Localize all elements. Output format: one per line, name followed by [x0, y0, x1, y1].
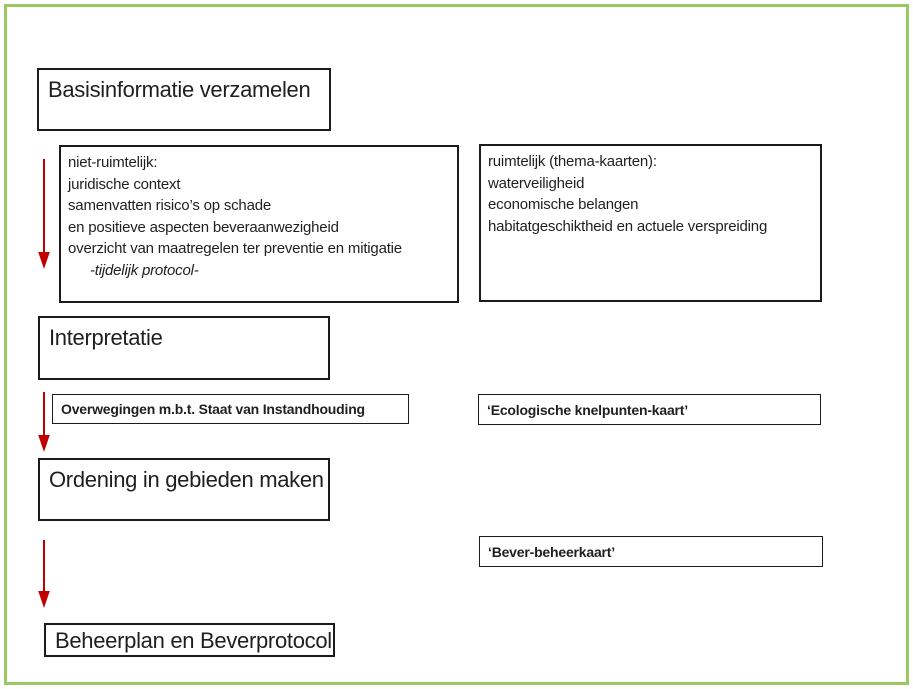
text-line: overzicht van maatregelen ter preventie en mitigatie — [68, 240, 402, 257]
text-line: ruimtelijk (thema-kaarten): — [488, 153, 657, 170]
text-line-italic: -tijdelijk protocol- — [90, 261, 199, 279]
node-nonspatial-details — [59, 145, 459, 303]
text-line: juridische context — [68, 175, 181, 193]
text-line: en positieve aspecten beveraanwezigheid — [68, 218, 339, 236]
text-line: samenvatten risico’s op schade — [68, 197, 272, 214]
text-line: habitatgeschiktheid en actuele verspreiding — [488, 217, 768, 235]
node-basisinformatie-verzamelen: Basisinformatie verzamelen — [37, 68, 331, 131]
node-ecologische-knelpunten-kaart: ‘Ecologische knelpunten-kaart’ — [478, 394, 821, 425]
node-overwegingen-label: Overwegingen m.b.t. Staat van Instandhouding — [52, 394, 409, 424]
node-interpretatie: Interpretatie — [38, 316, 330, 380]
node-beheerplan-beverprotocol: Beheerplan en Beverprotocol — [44, 623, 335, 657]
text-line: waterveiligheid — [488, 174, 585, 192]
text-line: niet-ruimtelijk: — [68, 154, 158, 171]
node-bever-beheerkaart: ‘Bever-beheerkaart’ — [479, 536, 823, 567]
text-line: economische belangen — [488, 196, 639, 213]
node-spatial-theme-maps — [479, 144, 822, 302]
node-ordening-in-gebieden: Ordening in gebieden maken — [38, 458, 330, 521]
